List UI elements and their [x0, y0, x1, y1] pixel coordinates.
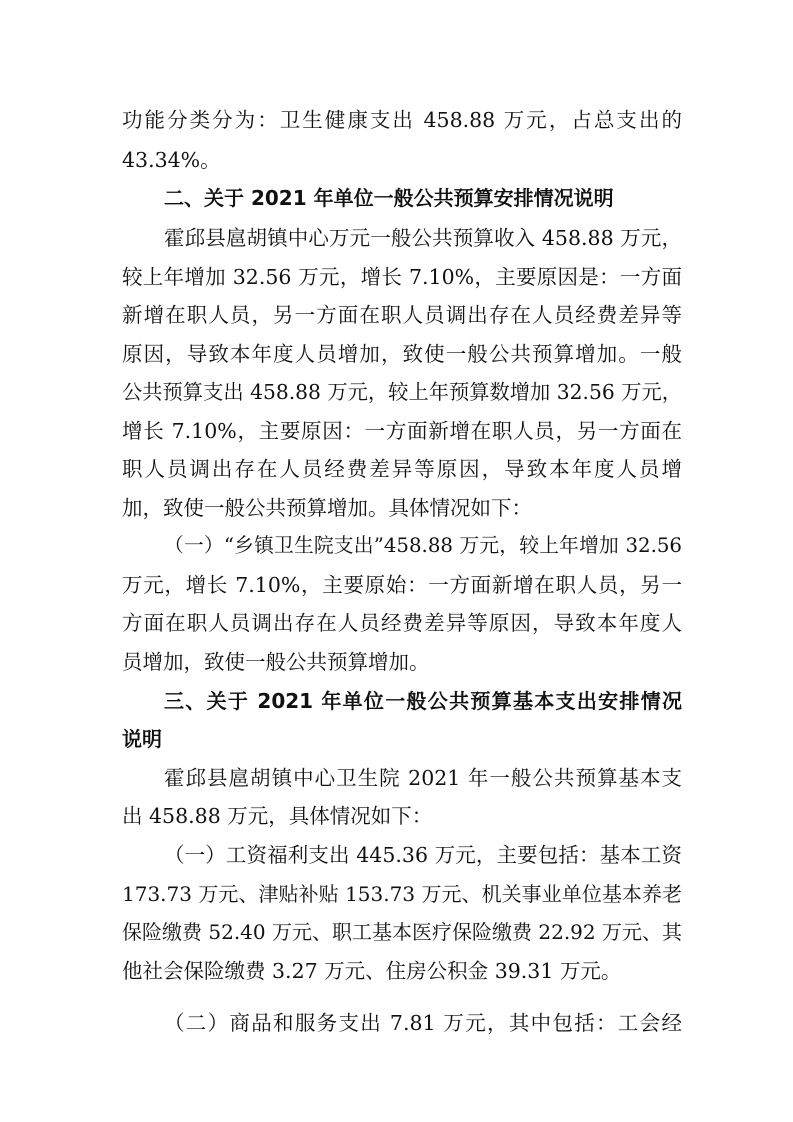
text-line: 新增在职人员，另一方面在职人员调出存在人员经费差异等	[122, 303, 682, 327]
text-line: （二）商品和服务支出 7.81 万元，其中包括：工会经	[164, 1011, 682, 1035]
text-line: （一）工资福利支出 445.36 万元，主要包括：基本工资	[164, 843, 682, 867]
section-heading: 说明	[122, 727, 162, 751]
text-line: 公共预算支出 458.88 万元，较上年预算数增加 32.56 万元，	[122, 380, 682, 404]
text-line: 加，致使一般公共预算增加。具体情况如下：	[122, 496, 532, 520]
text-line: 方面在职人员调出存在人员经费差异等原因，导致本年度人	[122, 611, 682, 635]
section-heading: 三、关于 2021 年单位一般公共预算基本支出安排情况	[164, 689, 682, 713]
text-line: （一）“乡镇卫生院支出”458.88 万元，较上年增加 32.56	[164, 534, 682, 557]
text-line: 功能分类分为：卫生健康支出 458.88 万元，占总支出的	[122, 108, 682, 132]
text-line: 保险缴费 52.40 万元、职工基本医疗保险缴费 22.92 万元、其	[122, 920, 682, 944]
text-line: 较上年增加 32.56 万元，增长 7.10%，主要原因是：一方面	[122, 265, 682, 289]
text-line: 增长 7.10%，主要原因：一方面新增在职人员，另一方面在	[122, 419, 682, 443]
text-line: 他社会保险缴费 3.27 万元、住房公积金 39.31 万元。	[122, 959, 622, 983]
text-line: 43.34%。	[122, 148, 221, 172]
text-line: 霍邱县扈胡镇中心卫生院 2021 年一般公共预算基本支	[164, 766, 682, 790]
text-line: 员增加，致使一般公共预算增加。	[122, 650, 430, 674]
text-line: 霍邱县扈胡镇中心万元一般公共预算收入 458.88 万元，	[164, 226, 682, 250]
text-line: 万元，增长 7.10%，主要原始：一方面新增在职人员，另一	[122, 573, 682, 597]
text-line: 职人员调出存在人员经费差异等原因，导致本年度人员增	[122, 457, 682, 481]
text-line: 原因，导致本年度人员增加，致使一般公共预算增加。一般	[122, 342, 682, 366]
text-line: 173.73 万元、津贴补贴 153.73 万元、机关事业单位基本养老	[122, 882, 682, 906]
text-line: 出 458.88 万元，具体情况如下：	[122, 804, 433, 828]
section-heading: 二、关于 2021 年单位一般公共预算安排情况说明	[164, 186, 614, 210]
